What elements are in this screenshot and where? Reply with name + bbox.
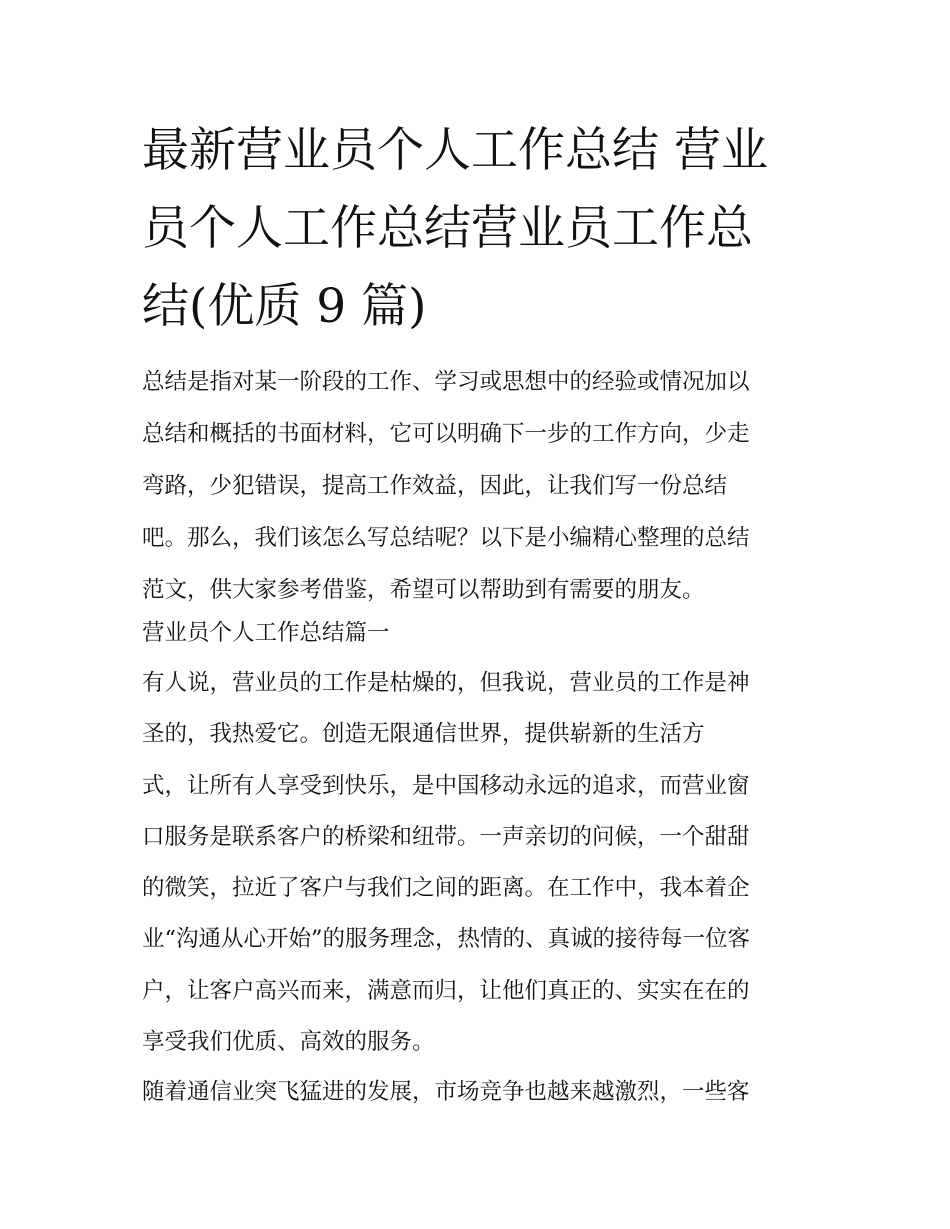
intro-paragraph xyxy=(142,356,822,616)
text-line: 随着通信业突飞猛进的发展，市场竞争也越来越激烈，一些客 xyxy=(142,1079,750,1105)
text-line: 吧。那么，我们该怎么写总结呢？以下是小编精心整理的总结 xyxy=(142,525,750,551)
text-line: 式，让所有人享受到快乐，是中国移动永远的追求，而营业窗 xyxy=(142,772,750,799)
title-line: 最新营业员个人工作总结 营业 xyxy=(142,123,768,178)
text-line: 享受我们优质、高效的服务。 xyxy=(142,1029,435,1056)
text-line: 总结和概括的书面材料，它可以明确下一步的工作方向，少走 xyxy=(142,421,750,447)
text-line: 总结是指对某一阶段的工作、学习或思想中的经验或情况加以 xyxy=(142,369,750,395)
text-line: 口服务是联系客户的桥梁和纽带。一声亲切的问候，一个甜甜 xyxy=(142,823,750,850)
text-line: 范文，供大家参考借鉴，希望可以帮助到有需要的朋友。 xyxy=(142,577,705,603)
body-paragraph-1 xyxy=(142,658,822,1068)
document-title xyxy=(142,112,822,346)
title-line: 员个人工作总结营业员工作总 xyxy=(142,201,753,256)
body-paragraph-2 xyxy=(142,1066,822,1118)
title-line: 结(优质 9 篇) xyxy=(142,279,427,334)
text-line: 弯路，少犯错误，提高工作效益，因此，让我们写一份总结 xyxy=(142,473,728,499)
text-line: 户，让客户高兴而来，满意而归，让他们真正的、实实在在的 xyxy=(142,977,750,1004)
section-heading: 营业员个人工作总结篇一 xyxy=(142,620,390,646)
text-line: 有人说，营业员的工作是枯燥的，但我说，营业员的工作是神 xyxy=(142,670,750,696)
text-line: 业“沟通从心开始”的服务理念，热情的、真诚的接待每一位客 xyxy=(142,926,751,953)
text-line: 的微笑，拉近了客户与我们之间的距离。在工作中，我本着企 xyxy=(142,875,750,902)
text-line: 圣的，我热爱它。创造无限通信世界，提供崭新的生活方 xyxy=(142,721,705,748)
